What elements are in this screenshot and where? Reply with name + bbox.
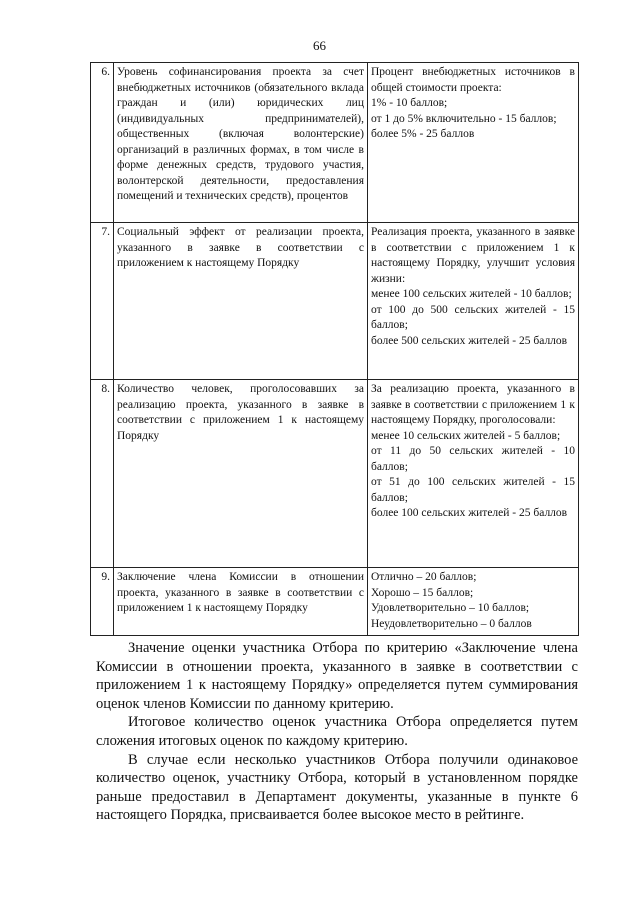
scoring-line: За реализацию проекта, указанного в заявке в соответствии с приложением 1 к настоящему Порядку, проголосовали: [371, 383, 575, 426]
paragraph: В случае если несколько участников Отбора получили одинаковое количество оценок, участнику Отбора, который в установленном порядке раньше предоставил в Департамент документы, указанные в пункте 6 настоящего Порядка, присваивается более высокое место в рейтинге. [96, 751, 578, 824]
scoring-line: от 100 до 500 сельских жителей - 15 баллов; [371, 303, 575, 331]
scoring-line: Хорошо – 15 баллов; [371, 586, 474, 599]
criterion-text: Социальный эффект от реализации проекта, указанного в заявке в соответствии с приложением к настоящему Порядку [114, 223, 368, 380]
body-text [96, 639, 578, 825]
scoring-line: более 100 сельских жителей - 25 баллов [371, 507, 568, 519]
criterion-text: Заключение члена Комиссии в отношении проекта, указанного в заявке в соответствии с приложением 1 к настоящему Порядку [114, 568, 368, 636]
scoring-line: от 1 до 5% включительно - 15 баллов; [371, 112, 557, 125]
page-number: 66 [313, 38, 326, 53]
scoring-line: Удовлетворительно – 10 баллов; [371, 602, 530, 614]
scoring-line: от 11 до 50 сельских жителей - 10 баллов; [371, 445, 575, 473]
table-row [91, 223, 579, 380]
scoring-cell [368, 223, 579, 380]
scoring-line: Отлично – 20 баллов; [371, 571, 477, 583]
row-number: 8. [91, 380, 114, 568]
scoring-line: Реализация проекта, указанного в заявке в соответствии с приложением 1 к настоящему Порядку, улучшит условия жизни: [371, 226, 575, 285]
criterion-text: Уровень софинансирования проекта за счет внебюджетных источников (обязательного вклада граждан и (или) юридических лиц (индивидуальных предпринимателей), общественных (включая волонтерские) организаций в различных формах, в том числе в форме денежных средств, трудового участия, волонтерской деятельности, предоставления помещений и технических средств), процентов [114, 63, 368, 223]
criteria-table [90, 62, 579, 636]
paragraph: Значение оценки участника Отбора по критерию «Заключение члена Комиссии в отношении проекта, указанного в заявке в соответствии с приложением 1 к настоящему Порядку» определяется путем суммирования оценок членов Комиссии по данному критерию. [96, 640, 578, 712]
row-number: 9. [91, 568, 114, 636]
scoring-line: 1% - 10 баллов; [371, 97, 448, 109]
row-number: 7. [91, 223, 114, 380]
scoring-cell [368, 63, 579, 223]
table-row [91, 63, 579, 223]
scoring-line: более 5% - 25 баллов [371, 128, 475, 140]
scoring-line: менее 10 сельских жителей - 5 баллов; [371, 429, 561, 442]
scoring-line: Процент внебюджетных источников в общей стоимости проекта: [371, 66, 575, 94]
scoring-line: более 500 сельских жителей - 25 баллов [371, 334, 568, 347]
scoring-line: от 51 до 100 сельских жителей - 15 баллов; [371, 476, 575, 504]
row-number: 6. [91, 63, 114, 223]
paragraph: Итоговое количество оценок участника Отбора определяется путем сложения итоговых оценок по каждому критерию. [96, 714, 578, 749]
scoring-cell [368, 568, 579, 636]
scoring-line: Неудовлетворительно – 0 баллов [371, 617, 532, 630]
table-row [91, 568, 579, 636]
table-row [91, 380, 579, 568]
scoring-cell [368, 380, 579, 568]
criterion-text: Количество человек, проголосовавших за реализацию проекта, указанного в заявке в соответствии с приложением 1 к настоящему Порядку [114, 380, 368, 568]
scoring-line: менее 100 сельских жителей - 10 баллов; [371, 288, 572, 300]
